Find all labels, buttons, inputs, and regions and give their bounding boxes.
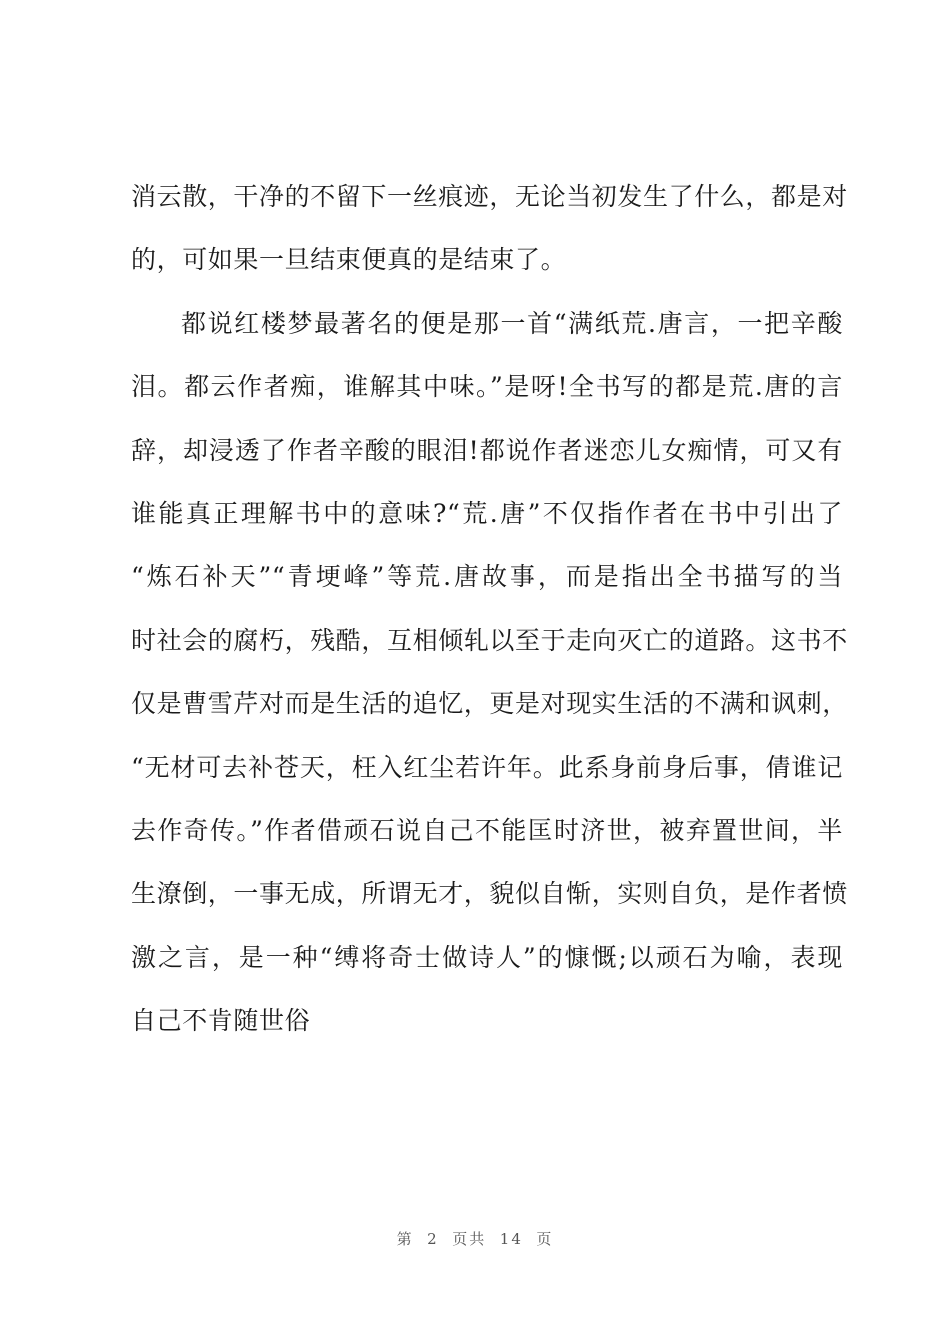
text-line: 都说红楼梦最著名的便是那一首“满纸荒.唐言，一把辛酸	[181, 308, 843, 338]
body-text	[131, 165, 848, 1052]
footer-prefix: 第	[396, 1230, 414, 1248]
footer-middle: 页共	[452, 1230, 487, 1248]
text-line: “无材可去补苍天，枉入红尘若许年。此系身前身后事，倩谁记	[131, 752, 843, 782]
text-line: 去作奇传。”作者借顽石说自己不能匡时济世，被弃置世间，半	[131, 815, 843, 845]
text-line: 生潦倒，一事无成，所谓无才，貌似自惭，实则自负，是作者愤	[131, 879, 848, 909]
text-line: 激之言，是一种“缚将奇士做诗人”的慷慨;以顽石为喻，表现	[131, 942, 843, 972]
text-line: 泪。都云作者痴，谁解其中味。”是呀!全书写的都是荒.唐的言	[131, 372, 843, 402]
total-pages-number: 14	[499, 1230, 523, 1248]
text-line: 辞，却浸透了作者辛酸的眼泪!都说作者迷恋儿女痴情，可又有	[131, 435, 843, 465]
text-line: “炼石补天”“青埂峰”等荒.唐故事，而是指出全书描写的当	[131, 562, 843, 592]
current-page-number: 2	[427, 1230, 439, 1248]
text-line: 谁能真正理解书中的意味?“荒.唐”不仅指作者在书中引出了	[131, 498, 843, 528]
page-number-footer	[0, 1228, 950, 1249]
text-line: 自己不肯随世俗	[131, 1006, 311, 1036]
text-line: 消云散，干净的不留下一丝痕迹，无论当初发生了什么，都是对	[131, 182, 848, 211]
footer-suffix: 页	[536, 1230, 554, 1248]
text-line: 的，可如果一旦结束便真的是结束了。	[131, 245, 567, 275]
text-line: 仅是曹雪芹对而是生活的追忆，更是对现实生活的不满和讽刺，	[131, 689, 848, 719]
text-line: 时社会的腐朽，残酷，互相倾轧以至于走向灭亡的道路。这书不	[131, 625, 848, 655]
